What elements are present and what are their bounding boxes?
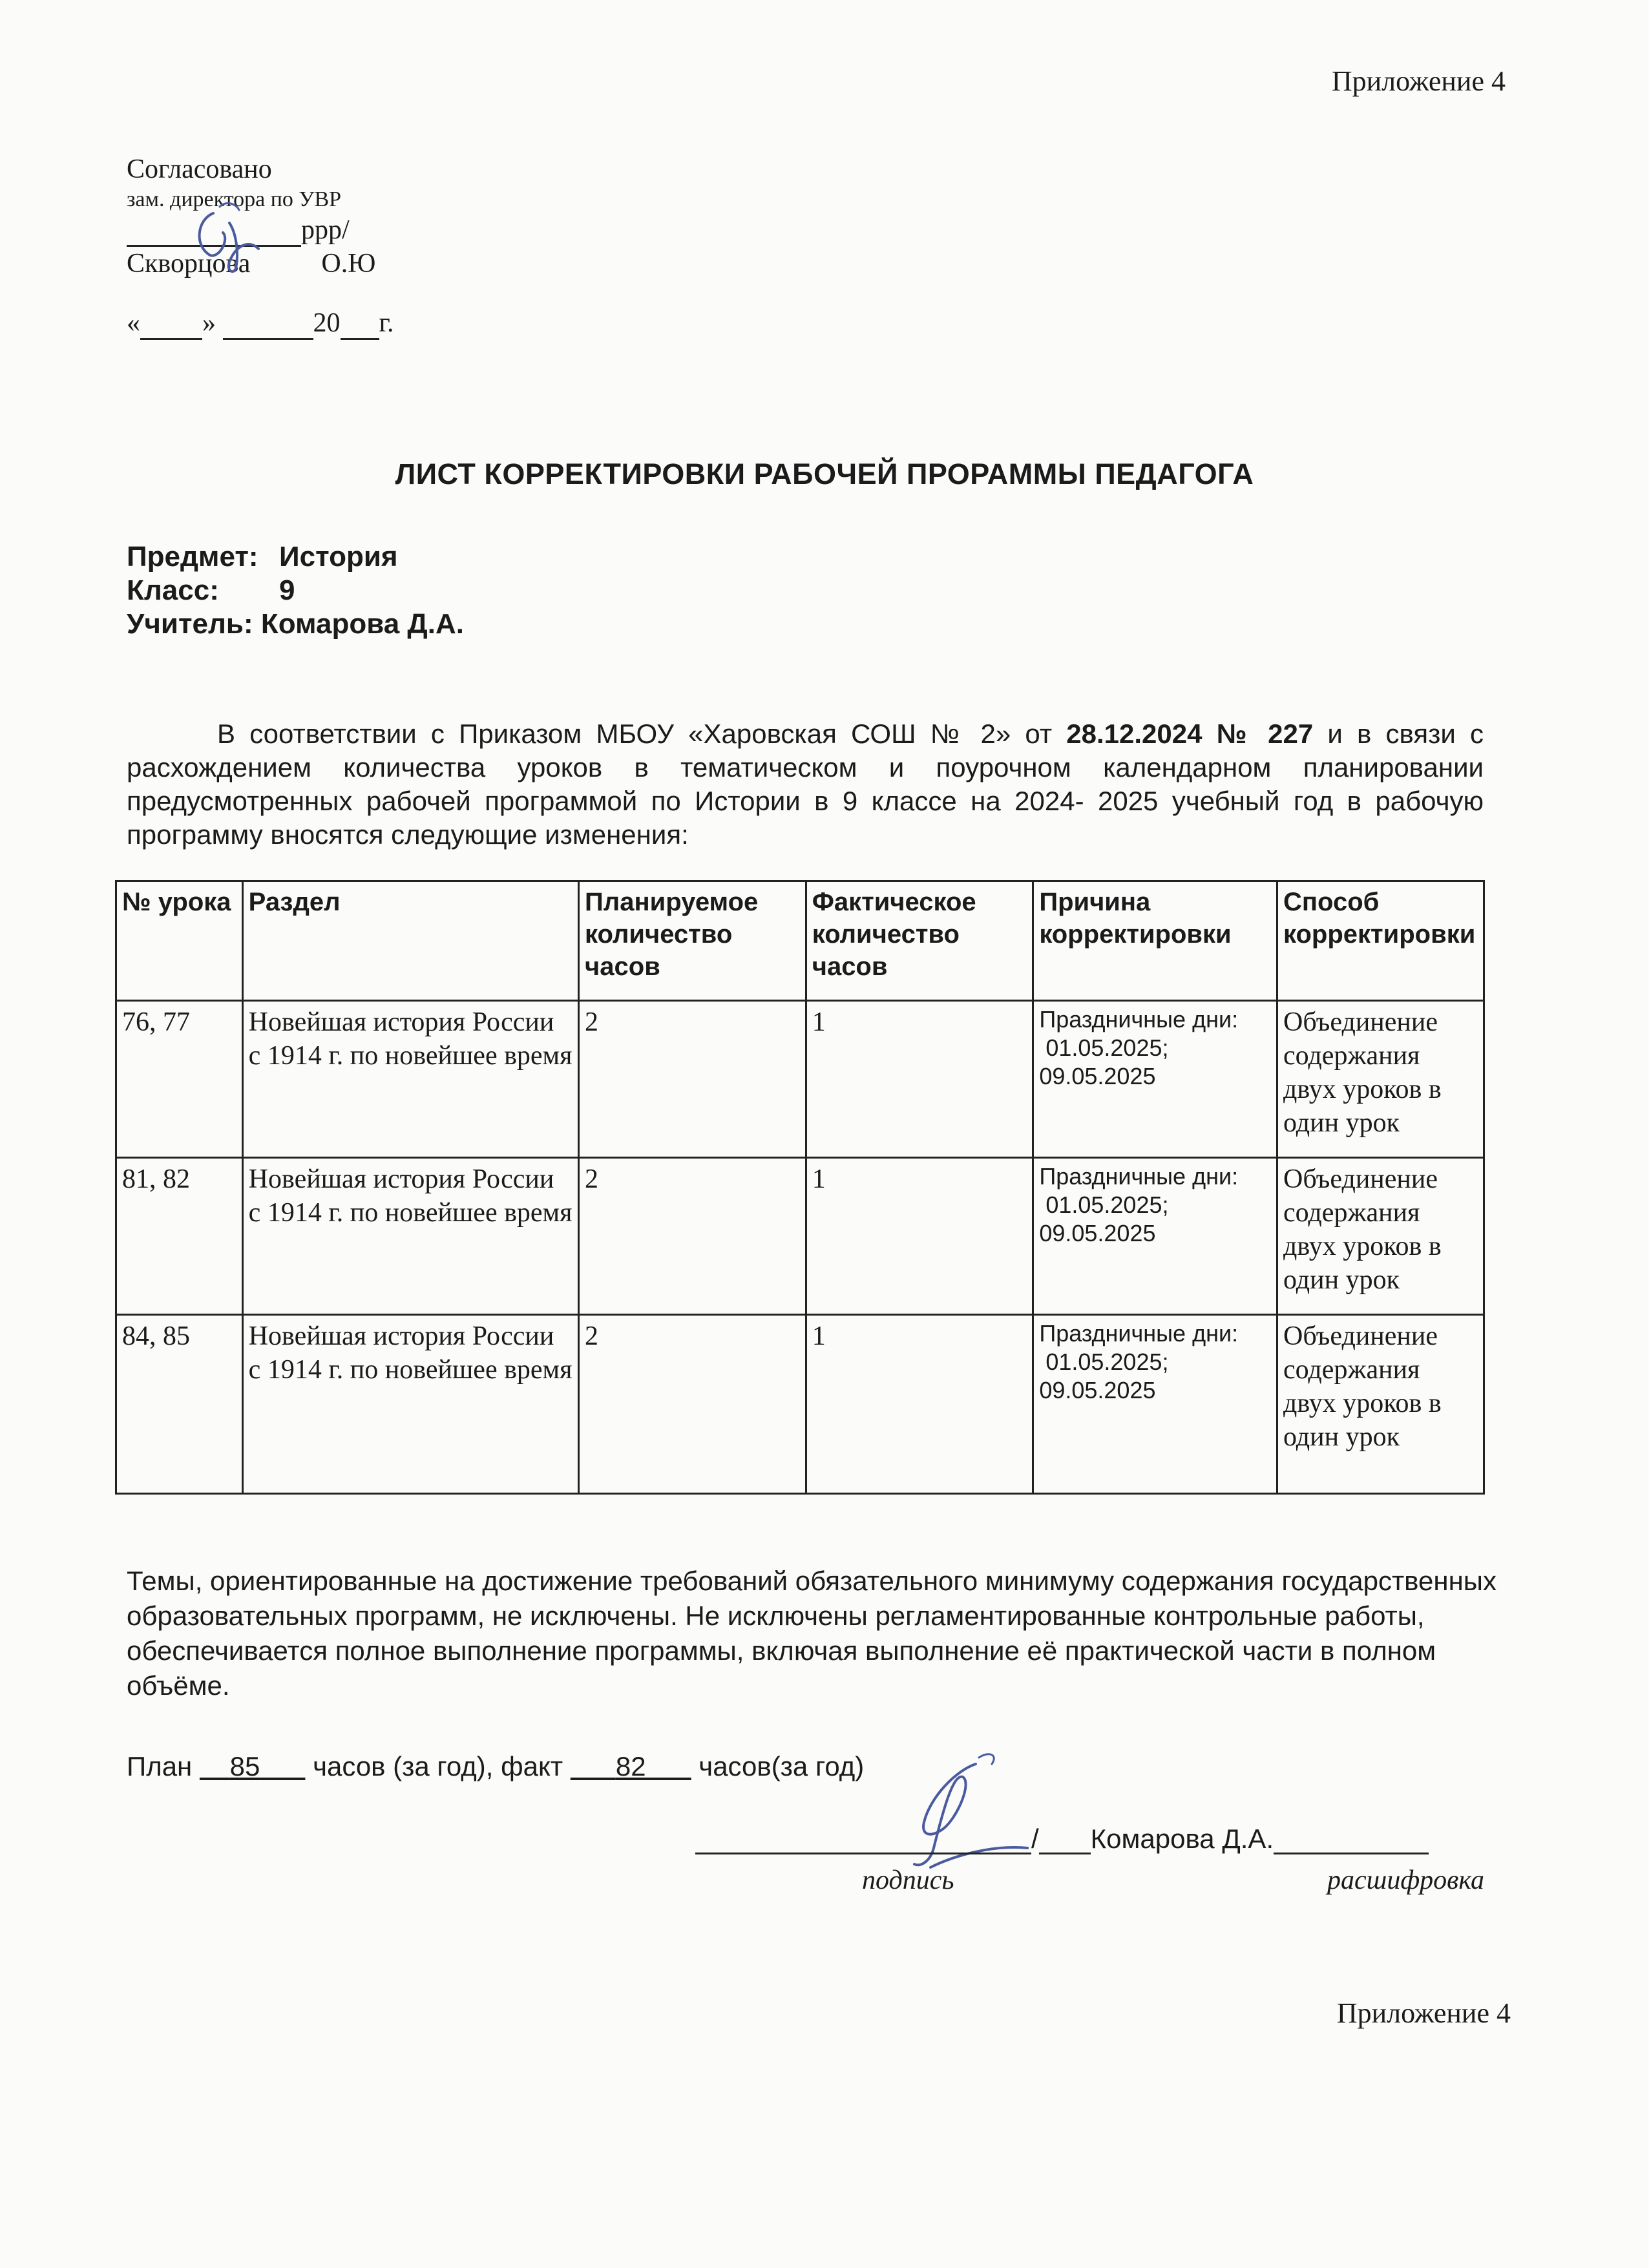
caption-decode: расшифровка: [1327, 1865, 1484, 1895]
cell-reason: [1033, 1315, 1277, 1494]
fact-value: 82: [615, 1751, 646, 1781]
cell-section: Новейшая история России с 1914 г. по новейшее время: [242, 1001, 578, 1158]
order-date: 28.12.2024: [1066, 719, 1203, 749]
cell-actual: 1: [806, 1001, 1033, 1158]
signature-blank: [695, 1827, 1031, 1854]
header-section: Раздел: [242, 881, 578, 1001]
reason-line-3: 09.05.2025: [1039, 1063, 1156, 1089]
page-title: ЛИСТ КОРРЕКТИРОВКИ РАБОЧЕЙ ПРОРАММЫ ПЕДАГОГА: [395, 457, 1254, 490]
reason-line-2: 01.05.2025;: [1039, 1192, 1169, 1218]
cell-lessons: 76, 77: [116, 1001, 243, 1158]
table-row: [116, 1158, 1484, 1315]
plan-value-wrap: [200, 1751, 306, 1781]
teacher-row: [127, 607, 464, 641]
cell-lessons: 81, 82: [116, 1158, 243, 1315]
table-row: [116, 1001, 1484, 1158]
decode-prefix-blank: [1039, 1827, 1091, 1854]
cell-actual: 1: [806, 1158, 1033, 1315]
date-quote-open: «: [127, 308, 140, 338]
cell-planned: 2: [579, 1001, 806, 1158]
header-method: Способ корректировки: [1277, 881, 1484, 1001]
date-month-blank: [223, 312, 313, 340]
plan-unit: часов (за год), факт: [305, 1751, 571, 1781]
subject-row: [127, 540, 464, 574]
reason-line-2: 01.05.2025;: [1039, 1034, 1169, 1061]
reason-line-3: 09.05.2025: [1039, 1220, 1156, 1246]
cell-reason: [1033, 1158, 1277, 1315]
teacher-label: Учитель:: [127, 608, 253, 640]
teacher-value: Комарова Д.А.: [260, 608, 464, 640]
intro-text-2: и в связи с расхождением количества уроков в тематическом и поурочном календарном планировании предусмотренных рабочей программой по Истории в 9 классе на 2024- 2025 учебный год в рабочую программу вносятся следующие изменения:: [127, 719, 1484, 850]
reason-line-1: Праздничные дни:: [1039, 1163, 1239, 1190]
date-year-suffix: г.: [379, 308, 394, 338]
class-label: Класс:: [127, 574, 219, 606]
intro-text-1: В соответствии с Приказом МБОУ «Харовская СОШ № 2» от: [217, 719, 1067, 749]
fact-value-wrap: [571, 1751, 691, 1781]
signer-name: Комарова Д.А.: [1090, 1823, 1274, 1854]
approval-position: зам. директора по УВР: [127, 187, 342, 211]
caption-signature: подпись: [862, 1865, 954, 1895]
header-actual-hours: Фактическое количество часов: [806, 881, 1033, 1001]
cell-actual: 1: [806, 1315, 1033, 1494]
class-value: 9: [279, 574, 295, 606]
reason-line-1: Праздничные дни:: [1039, 1006, 1239, 1033]
subject-label: Предмет:: [127, 541, 258, 572]
approval-sign-suffix: ррр/: [301, 215, 350, 245]
approval-date-line: [127, 306, 394, 340]
date-quote-close: »: [202, 308, 216, 338]
cell-reason: [1033, 1001, 1277, 1158]
header-lesson-no: № урока: [116, 881, 243, 1001]
cell-method: Объединение содержания двух уроков в один урок: [1277, 1315, 1484, 1494]
fact-unit: часов(за год): [691, 1751, 865, 1781]
date-year-prefix: 20: [313, 308, 341, 338]
decode-suffix-blank: [1274, 1827, 1429, 1854]
cell-section: Новейшая история России с 1914 г. по новейшее время: [242, 1315, 578, 1494]
cell-method: Объединение содержания двух уроков в один урок: [1277, 1158, 1484, 1315]
closing-text: Темы, ориентированные на достижение требований обязательного минимуму содержания государственных образовательных программ, не исключены. Не исключены регламентированные контрольные работы, обеспечивается полное выполнение программы, включая выполнение её практической части в полном объёме.: [127, 1566, 1497, 1701]
cell-lessons: 84, 85: [116, 1315, 243, 1494]
header-reason: Причина корректировки: [1033, 881, 1277, 1001]
reason-line-3: 09.05.2025: [1039, 1377, 1156, 1403]
intro-paragraph: [127, 717, 1484, 852]
date-year-blank: [341, 312, 379, 340]
approval-title: Согласовано: [127, 154, 272, 184]
order-number: № 227: [1202, 719, 1314, 749]
document-meta: [127, 540, 464, 641]
signature-slash: /: [1031, 1823, 1039, 1854]
approver-surname: Скворцова: [127, 249, 251, 278]
plan-value: 85: [229, 1751, 260, 1781]
table-header-row: [116, 881, 1484, 1001]
appendix-label-top: Приложение 4: [1331, 65, 1506, 97]
table-row: [116, 1315, 1484, 1494]
reason-line-1: Праздничные дни:: [1039, 1320, 1239, 1347]
cell-planned: 2: [579, 1315, 806, 1494]
cell-planned: 2: [579, 1158, 806, 1315]
plan-fact-line: [127, 1751, 864, 1782]
approver-signature-mark: [174, 194, 278, 278]
signature-row: [695, 1823, 1429, 1854]
approver-initials: О.Ю: [321, 249, 376, 278]
reason-line-2: 01.05.2025;: [1039, 1349, 1169, 1375]
header-planned-hours: Планируемое количество часов: [579, 881, 806, 1001]
class-row: [127, 574, 464, 607]
subject-value: История: [279, 541, 398, 572]
date-day-blank: [140, 312, 202, 340]
cell-section: Новейшая история России с 1914 г. по новейшее время: [242, 1158, 578, 1315]
appendix-label-bottom: Приложение 4: [1336, 1997, 1511, 2029]
plan-label: План: [127, 1751, 200, 1781]
closing-paragraph: [127, 1564, 1497, 1703]
cell-method: Объединение содержания двух уроков в один урок: [1277, 1001, 1484, 1158]
corrections-table: [115, 880, 1485, 1495]
